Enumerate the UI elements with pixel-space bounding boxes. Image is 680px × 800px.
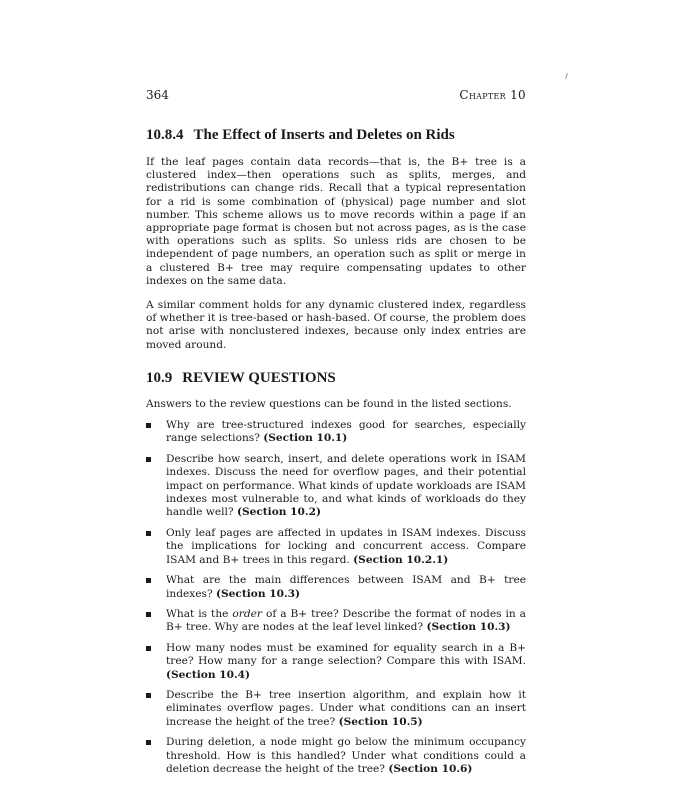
question-text: What is the: [166, 607, 229, 620]
section-reference: (Section 10.2): [236, 506, 321, 519]
review-number: 10.9: [146, 369, 173, 386]
review-question: [146, 642, 526, 682]
question-text: How many nodes must be examined for equality search in a B+ tree? How many for a range selection? Compare this with ISAM.: [166, 641, 526, 668]
section-reference: (Section 10.1): [263, 432, 348, 445]
review-question: [146, 689, 526, 729]
question-text: Only leaf pages are affected in updates in ISAM indexes. Discuss the implications for locking and concurrent access. Compare ISAM and B+ trees in this regard.: [166, 526, 526, 566]
question-text: Describe how search, insert, and delete operations work in ISAM indexes. Discuss the need for overflow pages, and their potential impact on performance. What kinds of update workloads are ISAM indexes most vulnerable to, and what kinds of workloads do they handle well?: [166, 452, 526, 519]
question-text: Describe the B+ tree insertion algorithm, and explain how it eliminates overflow pages. Under what conditions can an insert increase the height of the tree?: [166, 688, 526, 728]
section-reference: (Section 10.6): [388, 762, 473, 775]
question-text: During deletion, a node might go below the minimum occupancy threshold. How is this handled? Under what conditions could a deletion decrease the height of the tree?: [166, 736, 526, 775]
review-heading: [146, 370, 526, 387]
section-reference: (Section 10.3): [216, 587, 301, 600]
square-bullet-icon: [146, 612, 151, 617]
review-intro: Answers to the review questions can be found in the listed sections.: [146, 397, 512, 410]
review-question: [146, 608, 526, 635]
section-heading: [146, 127, 526, 144]
running-head: [146, 88, 526, 106]
square-bullet-icon: [146, 531, 151, 536]
review-question: [146, 574, 526, 601]
square-bullet-icon: [146, 457, 151, 462]
question-text: What are the main differences between ISAM and B+ tree indexes?: [166, 574, 526, 600]
section-number: 10.8.4: [146, 127, 184, 143]
book-page: [146, 88, 526, 783]
emphasized-term: order: [232, 607, 262, 620]
square-bullet-icon: [146, 740, 151, 745]
section-title: The Effect of Inserts and Deletes on Rids: [193, 127, 455, 143]
stray-mark: [565, 73, 568, 79]
question-text: of a B+ tree? Describe the format of nodes in a B+ tree. Why are nodes at the leaf level linked?: [166, 607, 526, 634]
section-reference: (Section 10.3): [426, 621, 511, 634]
square-bullet-icon: [146, 578, 151, 583]
review-question: [146, 527, 526, 567]
section-reference: (Section 10.4): [166, 668, 251, 681]
section-reference: (Section 10.5): [338, 715, 423, 728]
chapter-label: Chapter 10: [459, 88, 526, 102]
review-question-list: [146, 419, 526, 776]
review-question: [146, 453, 526, 520]
section-paragraph: If the leaf pages contain data records—that is, the B+ tree is a clustered index—then operations such as splits, merges, and redistributions can change rids. Recall that a typical representation for a rid is some combination of (physical) page number and slot number. This scheme allows us to move records within a page if an appropriate page format is chosen but not across pages, as is the case with operations such as splits. So unless rids are chosen to be independent of page numbers, an operation such as split or merge in a clustered B+ tree may require compensating updates to other indexes on the same data.: [146, 156, 526, 287]
section-paragraph: A similar comment holds for any dynamic clustered index, regardless of whether it is tree-based or hash-based. Of course, the problem does not arise with nonclustered indexes, because only index entries are moved around.: [146, 299, 526, 351]
review-question: [146, 736, 526, 776]
review-title: REVIEW QUESTIONS: [182, 369, 336, 386]
section-reference: (Section 10.2.1): [353, 553, 449, 566]
question-text: Why are tree-structured indexes good for searches, especially range selections?: [166, 419, 526, 445]
page-number: 364: [146, 88, 169, 102]
square-bullet-icon: [146, 423, 151, 428]
square-bullet-icon: [146, 693, 151, 698]
review-question: [146, 419, 526, 446]
square-bullet-icon: [146, 646, 151, 651]
